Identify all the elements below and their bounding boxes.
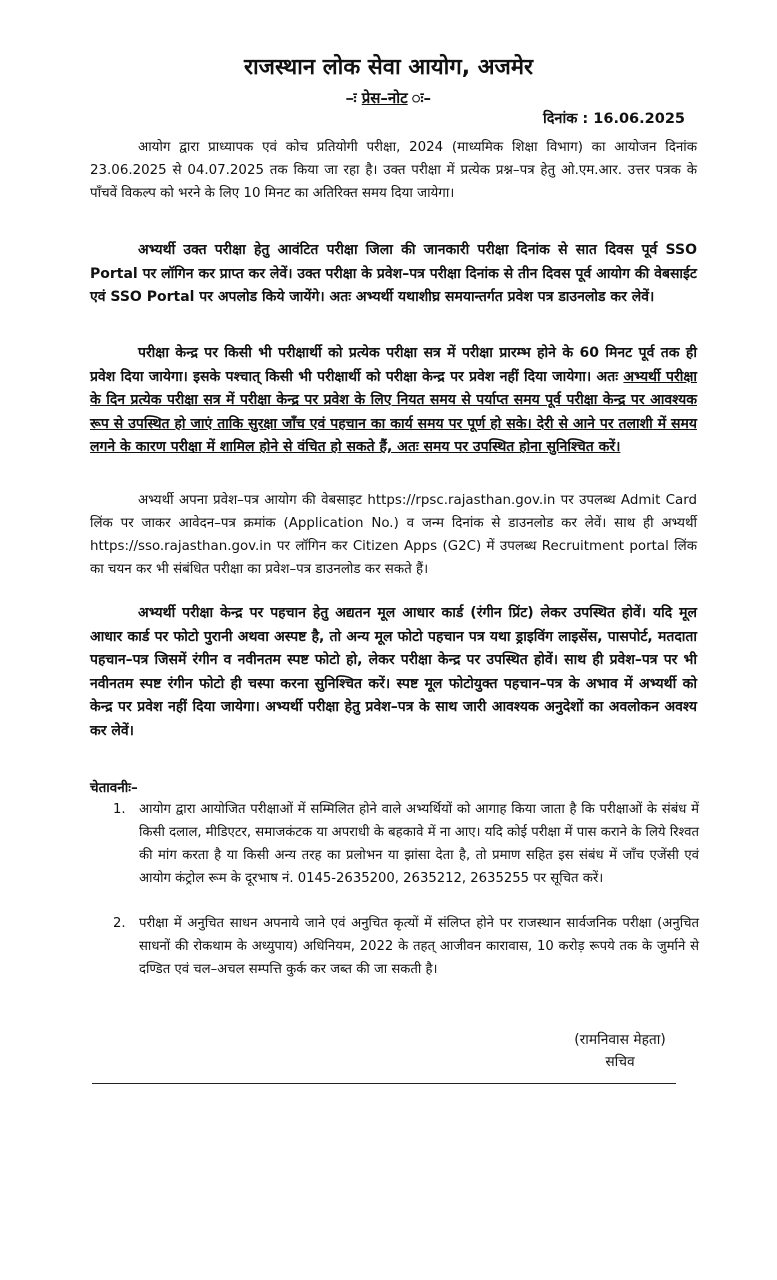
bottom-divider bbox=[92, 1083, 676, 1084]
warning-item-number: 1. bbox=[113, 802, 126, 817]
entry-timing-text: परीक्षा केन्द्र पर किसी भी परीक्षार्थी को प्रत्येक परीक्षा सत्र में परीक्षा प्रारम्भ होने के 60 मिनट पूर्व तक ही प्रवेश दिया जायेगा। इसके पश्चात् किसी भी परीक्षार्थी को परीक्षा केन्द्र पर प्रवेश नहीं दिया जायेगा। अतः bbox=[90, 345, 697, 385]
paragraph-admit-card-upload: अभ्यर्थी उक्त परीक्षा हेतु आवंटित परीक्षा जिला की जानकारी परीक्षा दिनांक से सात दिवस पूर्व SSO Portal पर लॉगिन कर प्राप्त कर लेवें। उक्त परीक्षा के प्रवेश–पत्र परीक्षा दिनांक से तीन दिवस पूर्व आयोग की वेबसाईट एवं SSO Portal पर अपलोड किये जायेंगे। अतः अभ्यर्थी यथाशीघ्र समयान्तर्गत प्रवेश पत्र डाउनलोड कर लेवें। bbox=[90, 242, 697, 305]
date-value: 16.06.2025 bbox=[593, 111, 685, 127]
paragraph-entry-timing bbox=[90, 342, 697, 460]
entry-timing-underlined: अभ्यर्थी परीक्षा के दिन प्रत्येक परीक्षा सत्र में परीक्षा केन्द्र पर प्रवेश के लिए नियत समय से पर्याप्त समय पूर्व परीक्षा केन्द्र पर आवश्यक रूप से उपस्थित हो जाएं ताकि सुरक्षा जाँच एवं पहचान का कार्य समय पर पूर्ण हो सके। देरी से आने पर तलाशी में समय लगने के कारण परीक्षा में शामिल होने से वंचित हो सकते हैं, अतः समय पर उपस्थित होना सुनिश्चित करें। bbox=[90, 368, 697, 455]
warning-item bbox=[113, 798, 699, 890]
subtitle-suffix: ः– bbox=[423, 89, 432, 107]
page-title: राजस्थान लोक सेवा आयोग, अजमेर bbox=[243, 55, 534, 80]
signatory-designation: सचिव bbox=[605, 1054, 635, 1070]
subtitle-text: प्रेस–नोट bbox=[361, 89, 408, 107]
paragraph-download-instructions: अभ्यर्थी अपना प्रवेश–पत्र आयोग की वेबसाइट https://rpsc.rajasthan.gov.in पर उपलब्ध Admit Card लिंक पर जाकर आवेदन–पत्र क्रमांक (Application No.) व जन्म दिनांक से डाउनलोड कर लेवें। साथ ही अभ्यर्थी https://sso.rajasthan.gov.in पर लॉगिन कर Citizen Apps (G2C) में उपलब्ध Recruitment portal लिंक का चयन कर भी संबंधित परीक्षा का प्रवेश–पत्र डाउनलोड कर सकते हैं। bbox=[90, 493, 697, 577]
warning-title: चेतावनीः– bbox=[90, 780, 138, 796]
date-label: दिनांक : bbox=[542, 111, 589, 127]
subtitle-prefix: –ः bbox=[345, 89, 357, 107]
press-note-date bbox=[543, 108, 685, 128]
warning-item-text: आयोग द्वारा आयोजित परीक्षाओं में सम्मिलित होने वाले अभ्यर्थियों को आगाह किया जाता है कि परीक्षाओं के संबंध में किसी दलाल, मीडिएटर, समाजकंटक या अपराधी के बहकावे में ना आए। यदि कोई परीक्षा में पास कराने के लिये रिश्वत की मांग करता है या किसी अन्य तरह का प्रलोभन या झांसा देता है, तो प्रमाण सहित इस संबंध में जाँच एजेंसी एवं आयोग कंट्रोल रूम के दूरभाष नं. 0145-2635200, 2635212, 2635255 पर सूचित करें। bbox=[139, 802, 699, 886]
warning-item bbox=[113, 912, 699, 981]
press-note-subtitle bbox=[0, 88, 777, 108]
signatory-name: (रामनिवास मेहता) bbox=[574, 1032, 666, 1048]
paragraph-exam-schedule: आयोग द्वारा प्राध्यापक एवं कोच प्रतियोगी परीक्षा, 2024 (माध्यमिक शिक्षा विभाग) का आयोजन दिनांक 23.06.2025 से 04.07.2025 तक किया जा रहा है। उक्त परीक्षा में प्रत्येक प्रश्न–पत्र हेतु ओ.एम.आर. उत्तर पत्रक के पाँचवें विकल्प को भरने के लिए 10 मिनट का अतिरिक्त समय दिया जायेगा। bbox=[90, 140, 697, 201]
warning-item-text: परीक्षा में अनुचित साधन अपनाये जाने एवं अनुचित कृत्यों में संलिप्त होने पर राजस्थान सार्वजनिक परीक्षा (अनुचित साधनों की रोकथाम के अध्युपाय) अधिनियम, 2022 के तहत् आजीवन कारावास, 10 करोड़ रूपये तक के जुर्माने से दण्डित एवं चल–अचल सम्पत्ति कुर्क कर जब्त की जा सकती है। bbox=[139, 916, 699, 977]
paragraph-identity-proof: अभ्यर्थी परीक्षा केन्द्र पर पहचान हेतु अद्यतन मूल आधार कार्ड (रंगीन प्रिंट) लेकर उपस्थित होवें। यदि मूल आधार कार्ड पर फोटो पुरानी अथवा अस्पष्ट है, तो अन्य मूल फोटो पहचान पत्र यथा ड्राइविंग लाइसेंस, पासपोर्ट, मतदाता पहचान–पत्र जिसमें रंगीन व नवीनतम स्पष्ट फोटो हो, लेकर परीक्षा केन्द्र पर उपस्थित होवें। साथ ही प्रवेश–पत्र पर भी नवीनतम स्पष्ट रंगीन फोटो ही चस्पा करना सुनिश्चित करें। स्पष्ट मूल फोटोयुक्त पहचान–पत्र के अभाव में अभ्यर्थी को केन्द्र पर प्रवेश नहीं दिया जायेगा। अभ्यर्थी परीक्षा हेतु प्रवेश–पत्र के साथ जारी आवश्यक अनुदेशों का अवलोकन अवश्य कर लेवें। bbox=[90, 605, 697, 739]
warning-item-number: 2. bbox=[113, 916, 126, 931]
